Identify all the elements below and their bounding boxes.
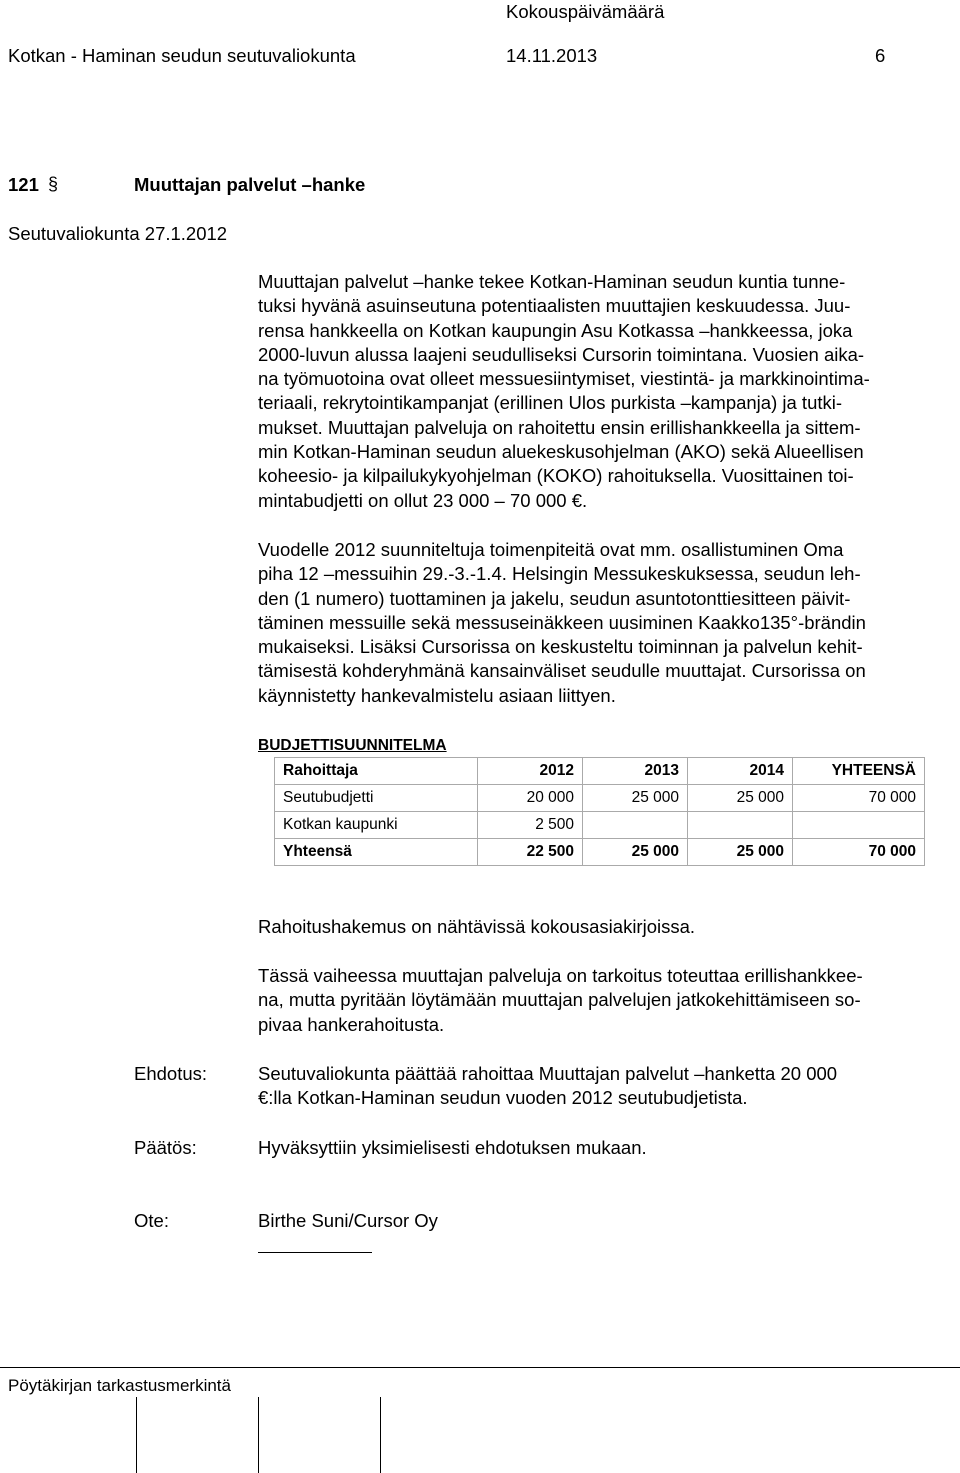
body-paragraph-1 bbox=[258, 270, 870, 513]
section-title: Muuttajan palvelut –hanke bbox=[134, 174, 366, 195]
signature-box-divider bbox=[258, 1397, 259, 1473]
table-cell: Yhteensä bbox=[275, 839, 478, 866]
section-sign-icon: § bbox=[48, 174, 59, 194]
text-line: mukaiseksi. Lisäksi Cursorissa on keskusteltu toiminnan ja palvelun kehit- bbox=[258, 636, 863, 658]
text-line: koheesio- ja kilpailukykyohjelman (KOKO) rahoituksella. Vuosittainen toi- bbox=[258, 465, 854, 487]
meeting-reference: Seutuvaliokunta 27.1.2012 bbox=[8, 223, 228, 244]
text-line: piha 12 –messuihin 29.-3.-1.4. Helsingin Messukeskuksessa, seudun leh- bbox=[258, 563, 861, 585]
table-cell: 70 000 bbox=[793, 785, 925, 812]
table-header-row bbox=[275, 758, 925, 785]
table-cell: 20 000 bbox=[478, 785, 583, 812]
footer-divider bbox=[0, 1367, 960, 1368]
text-line: teriaali, rekrytointikampanjat (erillinen Ulos purkista –kampanja) ja tutki- bbox=[258, 392, 843, 414]
proposal-label: Ehdotus: bbox=[134, 1063, 208, 1084]
text-line: Muuttajan palvelut –hanke tekee Kotkan-Haminan seudun kuntia tunne- bbox=[258, 271, 846, 292]
column-header: YHTEENSÄ bbox=[793, 758, 925, 785]
footer-label: Pöytäkirjan tarkastusmerkintä bbox=[8, 1376, 231, 1395]
organization-name: Kotkan - Haminan seudun seutuvaliokunta bbox=[8, 45, 356, 66]
section-number: 121 bbox=[8, 174, 39, 195]
proposal-text bbox=[258, 1062, 837, 1111]
body-paragraph-2 bbox=[258, 538, 866, 708]
decision-text: Hyväksyttiin yksimielisesti ehdotuksen mukaan. bbox=[258, 1137, 647, 1158]
page-number: 6 bbox=[875, 45, 886, 66]
funding-application-note: Rahoitushakemus on nähtävissä kokousasiakirjoissa. bbox=[258, 916, 696, 937]
text-line: na, mutta pyritään löytämään muuttajan palvelujen jatkokehittämiseen so- bbox=[258, 989, 861, 1011]
table-cell: Seutubudjetti bbox=[275, 785, 478, 812]
column-header: 2013 bbox=[583, 758, 688, 785]
meeting-date: 14.11.2013 bbox=[506, 45, 598, 66]
excerpt-recipient: Birthe Suni/Cursor Oy bbox=[258, 1210, 438, 1231]
text-line: käynnistetty hankevalmistelu asiaan liittyen. bbox=[258, 684, 616, 706]
signature-box-divider bbox=[380, 1397, 381, 1473]
text-line: Vuodelle 2012 suunniteltuja toimenpiteitä ovat mm. osallistuminen Oma bbox=[258, 539, 844, 560]
text-line: täminen messuille sekä messuseinäkkeen uusiminen Kaakko135°-brändin bbox=[258, 611, 866, 633]
table-cell: 25 000 bbox=[583, 839, 688, 866]
table-cell: Kotkan kaupunki bbox=[275, 812, 478, 839]
table-cell: 25 000 bbox=[583, 785, 688, 812]
text-line: den (1 numero) tuottaminen ja jakelu, seudun asuntotonttiesitteen päivit- bbox=[258, 587, 851, 609]
text-line: mintabudjetti on ollut 23 000 – 70 000 €. bbox=[258, 489, 588, 511]
table-cell bbox=[583, 812, 688, 839]
meeting-date-label: Kokouspäivämäärä bbox=[506, 1, 665, 22]
table-cell: 2 500 bbox=[478, 812, 583, 839]
table-cell bbox=[688, 812, 793, 839]
text-line: rensa hankkeella on Kotkan kaupungin Asu Kotkassa –hankkeessa, joka bbox=[258, 319, 853, 341]
text-line: tämisestä kohderyhmänä kansainväliset seudulle muuttajat. Cursorissa on bbox=[258, 660, 866, 682]
table-cell: 25 000 bbox=[688, 785, 793, 812]
text-line: Tässä vaiheessa muuttajan palveluja on tarkoitus toteuttaa erillishankkee- bbox=[258, 965, 863, 986]
table-cell: 25 000 bbox=[688, 839, 793, 866]
table-row bbox=[275, 785, 925, 812]
table-row bbox=[275, 839, 925, 866]
column-header: 2014 bbox=[688, 758, 793, 785]
text-line: Seutuvaliokunta päättää rahoittaa Muuttajan palvelut –hanketta 20 000 bbox=[258, 1063, 838, 1084]
current-phase-note bbox=[258, 964, 863, 1037]
text-line: mukset. Muuttajan palveluja on rahoitettu ensin erillishankkeella ja sittem- bbox=[258, 416, 861, 438]
table-cell: 70 000 bbox=[793, 839, 925, 866]
table-cell: 22 500 bbox=[478, 839, 583, 866]
text-line: na työmuotoina ovat olleet messuesiintymiset, viestintä- ja markkinointima- bbox=[258, 368, 870, 390]
table-cell bbox=[793, 812, 925, 839]
text-line: min Kotkan-Haminan seudun aluekeskusohjelman (AKO) sekä Alueellisen bbox=[258, 441, 864, 463]
text-line: €:lla Kotkan-Haminan seudun vuoden 2012 seutubudjetista. bbox=[258, 1087, 748, 1109]
table-row bbox=[275, 812, 925, 839]
text-line: pivaa hankerahoitusta. bbox=[258, 1013, 445, 1035]
decision-label: Päätös: bbox=[134, 1137, 197, 1158]
budget-heading: BUDJETTISUUNNITELMA bbox=[258, 737, 447, 754]
text-line: tuksi hyvänä asuinseutuna potentiaalisten muuttajien keskuudessa. Juu- bbox=[258, 295, 851, 317]
budget-table bbox=[274, 757, 925, 866]
signature-box-divider bbox=[136, 1397, 137, 1473]
column-header: Rahoittaja bbox=[275, 758, 478, 785]
text-line: 2000-luvun alussa laajeni seudulliseksi Cursorin toimintana. Vuosien aika- bbox=[258, 343, 865, 365]
column-header: 2012 bbox=[478, 758, 583, 785]
signature-line bbox=[258, 1252, 372, 1253]
excerpt-label: Ote: bbox=[134, 1210, 169, 1231]
